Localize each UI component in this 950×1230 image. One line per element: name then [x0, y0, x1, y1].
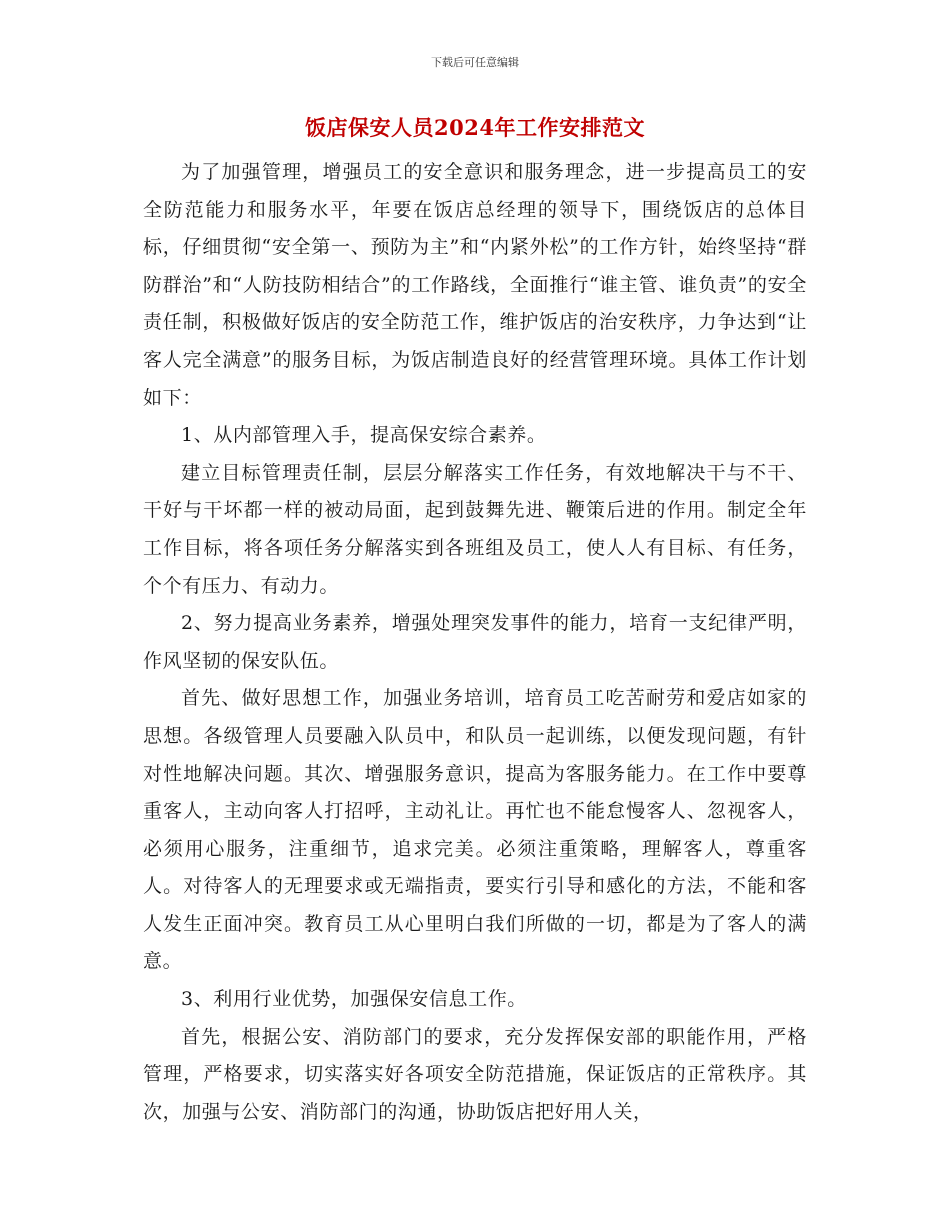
document-title: 饭店保安人员2024年工作安排范文 — [305, 115, 645, 140]
paragraph-intro: 为了加强管理，增强员工的安全意识和服务理念，进一步提高员工的安全防范能力和服务水平，年要在饭店总经理的领导下，围绕饭店的总体目标，仔细贯彻“安全第一、预防为主”和“内紧外松”的工作方针，始终坚持“群防群治”和“人防技防相结合”的工作路线，全面推行“谁主管、谁负责”的安全责任制，积极做好饭店的安全防范工作，维护饭店的治安秩序，力争达到“让客人完全满意”的服务目标，为饭店制造良好的经营管理环境。具体工作计划如下： — [143, 161, 807, 409]
paragraph-heading-2: 2、努力提高业务素养，增强处理突发事件的能力，培育一支纪律严明，作风坚韧的保安队伍。 — [143, 612, 807, 672]
paragraph-body-3: 首先，根据公安、消防部门的要求，充分发挥保安部的职能作用，严格管理，严格要求，切实落实好各项安全防范措施，保证饭店的正常秩序。其次，加强与公安、消防部门的沟通，协助饭店把好用人关， — [143, 1025, 807, 1123]
document-body — [143, 154, 807, 1131]
paragraph-heading-3: 3、利用行业优势，加强保安信息工作。 — [181, 988, 527, 1011]
header-note: 下载后可任意编辑 — [431, 56, 519, 69]
paragraph-body-2: 首先、做好思想工作，加强业务培训，培育员工吃苦耐劳和爱店如家的思想。各级管理人员要融入队员中，和队员一起训练，以便发现问题，有针对性地解决问题。其次、增强服务意识，提高为客服务能力。在工作中要尊重客人，主动向客人打招呼，主动礼让。再忙也不能怠慢客人、忽视客人，必须用心服务，注重细节，追求完美。必须注重策略，理解客人，尊重客人。对待客人的无理要求或无端指责，要实行引导和感化的方法，不能和客人发生正面冲突。教育员工从心里明白我们所做的一切，都是为了客人的满意。 — [143, 687, 807, 973]
paragraph-heading-1: 1、从内部管理入手，提高保安综合素养。 — [181, 424, 547, 447]
paragraph-body-1: 建立目标管理责任制，层层分解落实工作任务，有效地解决干与不干、干好与干坏都一样的被动局面，起到鼓舞先进、鞭策后进的作用。制定全年工作目标，将各项任务分解落实到各班组及员工，使人人有目标、有任务，个个有压力、有动力。 — [143, 461, 807, 597]
